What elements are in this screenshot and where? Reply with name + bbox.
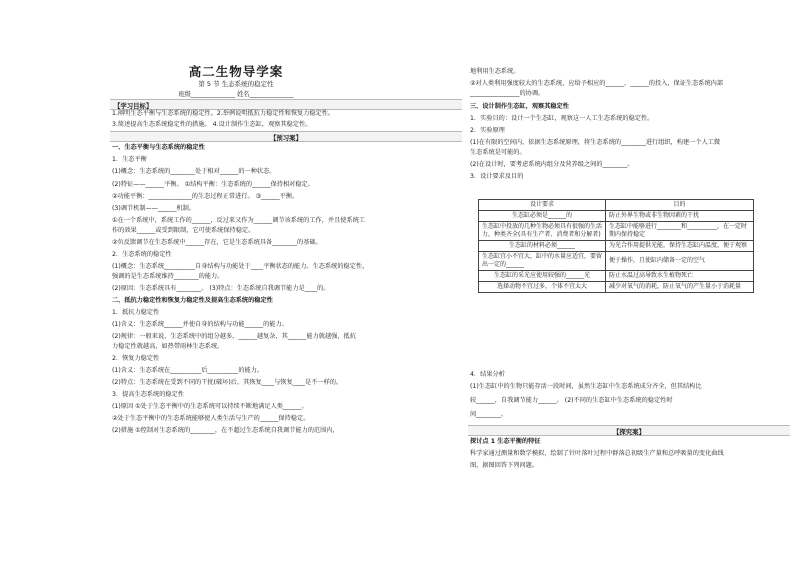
right-line: 间________。	[470, 411, 508, 418]
right-line: 地利用生态系统。	[470, 68, 520, 75]
right-line: (1)在有限的空间内，依据生态系统原理，将生态系统的________进行组织，构建一个人工微	[470, 139, 721, 146]
left-line: (1)概念：生态系统__________自身结构与功能处于____平衡状态的能力。生态系统的稳定性，	[112, 263, 369, 270]
left-line: (2)措施 ①控制对生态系统的________，在不超过生态系统自我调节能力的范围内，	[112, 427, 339, 434]
right-line: ②对人类利用强度较大的生态系统，应给予相应的______、______的投入，保证生态系统内部	[470, 80, 724, 87]
table-cell: 防止水温过高导致水生植物死亡	[606, 271, 754, 282]
left-line: ②功能平衡：______________的生态过程正常进行。 ③______平衡。	[112, 193, 299, 200]
left-line: 强调的是生态系统维持________的能力。	[112, 273, 224, 280]
table-header-cell: 目的	[606, 200, 754, 211]
left-line: (1)含义：生态系统______并使自身的结构与功能______的能力。	[112, 321, 288, 328]
table-cell: 选择动物不宜过多，个体不宜太大	[479, 282, 606, 293]
left-line: 2．生态系统的稳定性	[112, 251, 172, 258]
left-line: 2．恢复力稳定性	[112, 355, 160, 362]
left-line: 1．抵抗力稳定性	[112, 309, 160, 316]
right-line: 3．设计要求及目的	[470, 173, 524, 180]
table-cell: 生态缸的材料必须______	[479, 241, 606, 252]
section-heading: 一、生态平衡与生态系统的稳定性	[112, 144, 205, 151]
explore-bar	[468, 425, 790, 436]
table-cell: 便于操作，且使缸内储备一定的空气	[606, 252, 754, 271]
right-line: 生态系统是可能的。	[470, 149, 526, 156]
table-header-row	[479, 200, 754, 211]
table-cell: 生态缸的采光应使用较强的______光	[479, 271, 606, 282]
right-line: 1．实验目的：设计一个生态缸，观察这一人工生态系统的稳定性。	[470, 115, 654, 122]
table-cell: 生态缸必须是______的	[479, 211, 606, 222]
left-line: (1)概念：生态系统的________处于相对______的一种状态。	[112, 168, 276, 175]
left-line: (2)规律：一般来说，生态系统中的组分越多，______越复杂，其______能力就越强，抵抗	[112, 333, 356, 340]
right-line: (1)生态缸中的生物只能存活一段时间，虽然生态缸中生态系统成分齐全，但其结构比	[470, 383, 702, 390]
table-row	[479, 241, 754, 252]
left-line: 作的效果______或受到限制，它可使系统保持稳定。	[112, 227, 255, 234]
table-cell: 防止外界生物或非生物因素的干扰	[606, 211, 754, 222]
table-row	[479, 252, 754, 271]
left-line: (1)原因 ①处于生态平衡中的生态系统可以持续不断地满足人类______。	[112, 403, 308, 410]
explore-bar-label: 【探究案】	[613, 428, 645, 436]
right-line: 图，据图回答下列问题。	[470, 462, 539, 469]
table-row	[479, 222, 754, 241]
section-heading: 三、设计制作生态缸，观察其稳定性	[470, 103, 569, 110]
table-header-cell: 设计要求	[479, 200, 606, 211]
left-line: 1.阐明生态平衡与生态系统的稳定性。2.举例说明抵抗力稳定性和恢复力稳定性。	[112, 110, 335, 117]
design-table	[478, 199, 754, 293]
left-line: (1)含义：生态系统在__________后__________的能力。	[112, 367, 264, 374]
left-line: 3．提高生态系统的稳定性	[112, 391, 184, 398]
right-line: 4．结果分析	[470, 371, 505, 378]
left-line: 力稳定性就越高，如热带雨林生态系统。	[112, 343, 224, 350]
table-cell: 生态缸中投放的几种生物必须具有很强的生活力，种类齐全(具有生产者、消费者和分解者)	[479, 222, 606, 241]
preview-bar	[110, 131, 462, 142]
left-line: 1．生态平衡	[112, 156, 147, 163]
table-row	[479, 271, 754, 282]
right-line: 2．实验原理	[470, 127, 505, 134]
left-line: ②处于生态平衡中的生态系统能够使人类生活与生产的______保持稳定。	[112, 415, 310, 422]
right-line: 较______，自我调节能力______。 (2)不同的生态缸中生态系统的稳定性时	[470, 397, 673, 404]
table-row	[479, 282, 754, 293]
right-line: (2)在设计时，要考虑系统内组分及营养级之间的________。	[470, 161, 634, 168]
section-heading: 二、抵抗力稳定性和恢复力稳定性及提高生态系统的稳定性	[112, 297, 273, 304]
table-cell: 生态缸宜小不宜大，缸中的水量应适宜，要留出一定的______	[479, 252, 606, 271]
goals-bar	[110, 99, 462, 110]
table-cell: 为光合作用提供光能，保持生态缸内温度，便于观察	[606, 241, 754, 252]
left-line: ①在一个系统中，系统工作的______，反过来又作为______调节该系统的工作，并且使系统工	[112, 217, 366, 224]
left-line: (2)特征——______平衡。 ①结构平衡：生态系统的______保持相对稳定。	[112, 181, 314, 188]
left-line: (2)原因：生态系统具有________。 (3)特点：生态系统自我调节能力是____的。	[112, 285, 330, 292]
lesson-subtitle: 第 5 节 生态系统的稳定性	[198, 80, 274, 88]
table-cell: 减少对氧气的消耗，防止氧气的产生量小于消耗量	[606, 282, 754, 293]
left-line: (2)特点：生态系统在受到不同的干扰(破坏)后，其恢复____与恢复____是不一样的。	[112, 379, 343, 386]
preview-bar-label: 【预习案】	[270, 134, 302, 142]
table-cell: 生态缸中能够进行________和__________，在一定时期内保持稳定	[606, 222, 754, 241]
goals-bar-label: 【学习目标】	[114, 102, 153, 110]
left-line: 3.简述提高生态系统稳定性的措施。 4.设计制作生态缸，观察其稳定性。	[112, 121, 312, 128]
class-name-line: 班级______________ 姓名______________	[178, 91, 294, 98]
page-title: 高二生物导学案	[188, 64, 284, 79]
right-line: ________________的协调。	[470, 90, 545, 97]
left-line: (3)调节机制——______机制。	[112, 205, 196, 212]
table-row	[479, 211, 754, 222]
explore-point-heading: 探讨点 1 生态平衡的特征	[470, 438, 541, 445]
right-line: 科学家通过测量和数学模拟，绘制了针叶落叶过程中群落总初级生产量和总呼吸量的变化曲线	[470, 450, 724, 457]
left-line: ②负反馈调节在生态系统中______存在，它是生态系统具备________的基础。	[112, 239, 322, 246]
